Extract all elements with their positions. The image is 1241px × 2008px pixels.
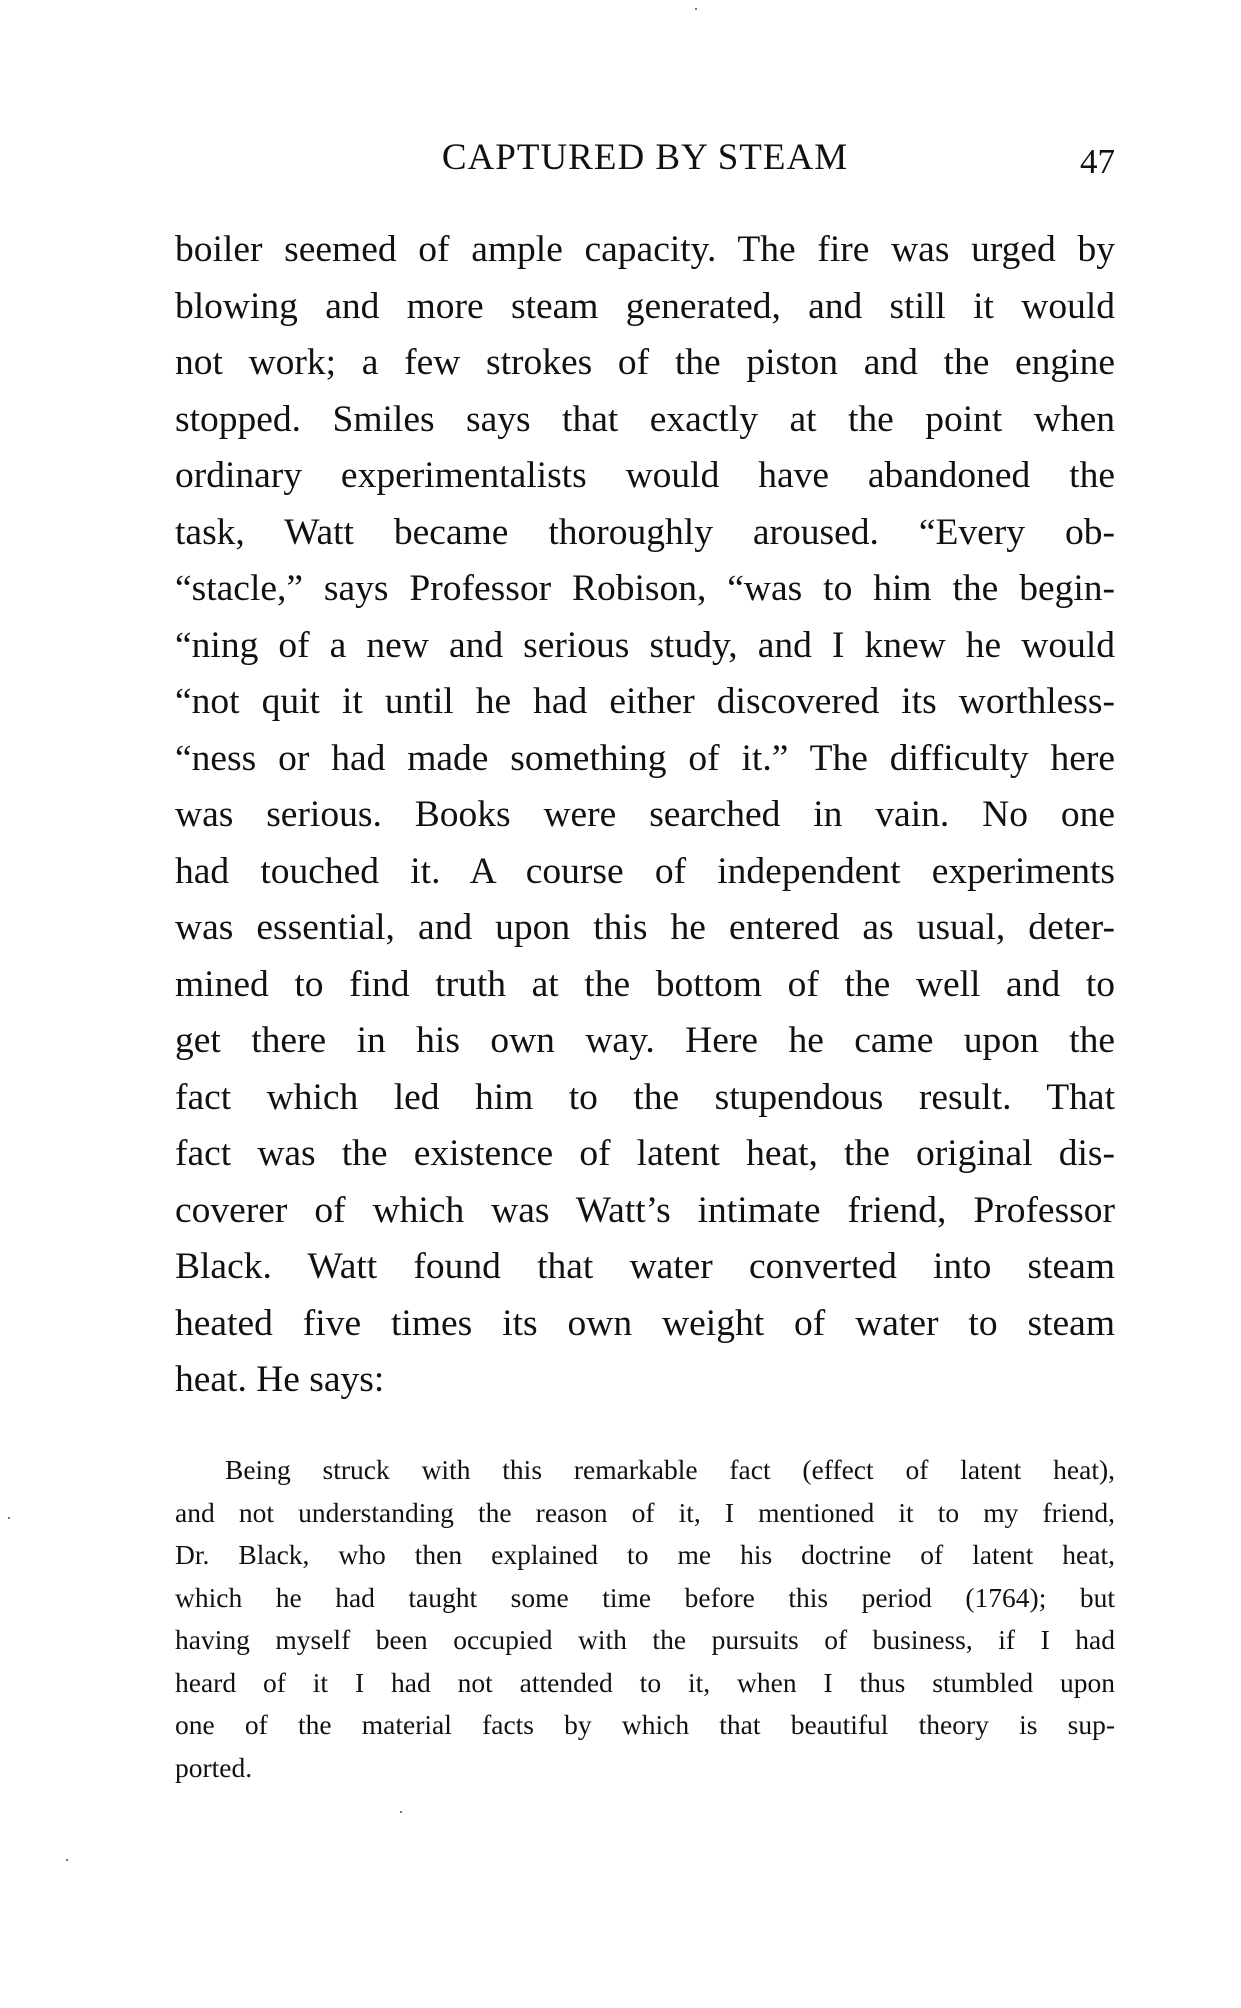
block-quote bbox=[175, 1449, 1115, 1789]
paper-speck bbox=[400, 1811, 402, 1813]
body-line: ordinary experimentalists would have abandoned the bbox=[175, 455, 1115, 496]
quote-line: and not understanding the reason of it, I mentioned it to my friend, bbox=[175, 1496, 1115, 1528]
body-paragraph bbox=[175, 222, 1115, 1409]
body-line: Black. Watt found that water converted into steam bbox=[175, 1246, 1115, 1287]
body-line: had touched it. A course of independent experiments bbox=[175, 850, 1115, 892]
running-title: CAPTURED BY STEAM bbox=[441, 137, 849, 178]
body-line: “ness or had made something of it.” The difficulty here bbox=[175, 737, 1115, 779]
body-line: fact was the existence of latent heat, the original dis- bbox=[175, 1133, 1115, 1174]
body-line: task, Watt became thoroughly aroused. “Every ob- bbox=[175, 511, 1115, 553]
body-line: heated five times its own weight of water to steam bbox=[175, 1302, 1115, 1344]
body-line: “ning of a new and serious study, and I knew he would bbox=[175, 624, 1115, 666]
body-line: not work; a few strokes of the piston and the engine bbox=[175, 342, 1115, 383]
page-number: 47 bbox=[1080, 142, 1115, 181]
body-line: stopped. Smiles says that exactly at the point when bbox=[175, 398, 1115, 440]
quote-line: one of the material facts by which that beautiful theory is sup- bbox=[175, 1709, 1115, 1740]
body-line: get there in his own way. Here he came upon the bbox=[175, 1020, 1115, 1061]
quote-line: ported. bbox=[175, 1751, 253, 1783]
body-line: fact which led him to the stupendous result. That bbox=[175, 1076, 1115, 1118]
body-line: coverer of which was Watt’s intimate friend, Professor bbox=[175, 1189, 1115, 1231]
quote-line: heard of it I had not attended to it, when I thus stumbled upon bbox=[175, 1666, 1115, 1698]
running-head bbox=[175, 136, 1115, 186]
body-line: blowing and more steam generated, and still it would bbox=[175, 285, 1115, 327]
body-line: “stacle,” says Professor Robison, “was to him the begin- bbox=[175, 568, 1115, 609]
quote-line: Dr. Black, who then explained to me his doctrine of latent heat, bbox=[175, 1539, 1115, 1570]
paper-speck bbox=[66, 1859, 68, 1861]
body-line: “not quit it until he had either discovered its worthless- bbox=[175, 681, 1115, 722]
paper-speck bbox=[8, 1517, 10, 1519]
quote-line: which he had taught some time before this period (1764); but bbox=[175, 1581, 1115, 1613]
body-line: boiler seemed of ample capacity. The fire was urged by bbox=[175, 229, 1115, 270]
body-line: heat. He says: bbox=[175, 1359, 385, 1400]
body-line: was essential, and upon this he entered as usual, deter- bbox=[175, 907, 1115, 948]
body-line: was serious. Books were searched in vain. No one bbox=[175, 794, 1115, 835]
body-line: mined to find truth at the bottom of the well and to bbox=[175, 963, 1115, 1005]
quote-line: having myself been occupied with the pursuits of business, if I had bbox=[175, 1624, 1115, 1655]
quote-line: Being struck with this remarkable fact (effect of latent heat), bbox=[225, 1454, 1115, 1485]
paper-speck bbox=[695, 8, 697, 10]
